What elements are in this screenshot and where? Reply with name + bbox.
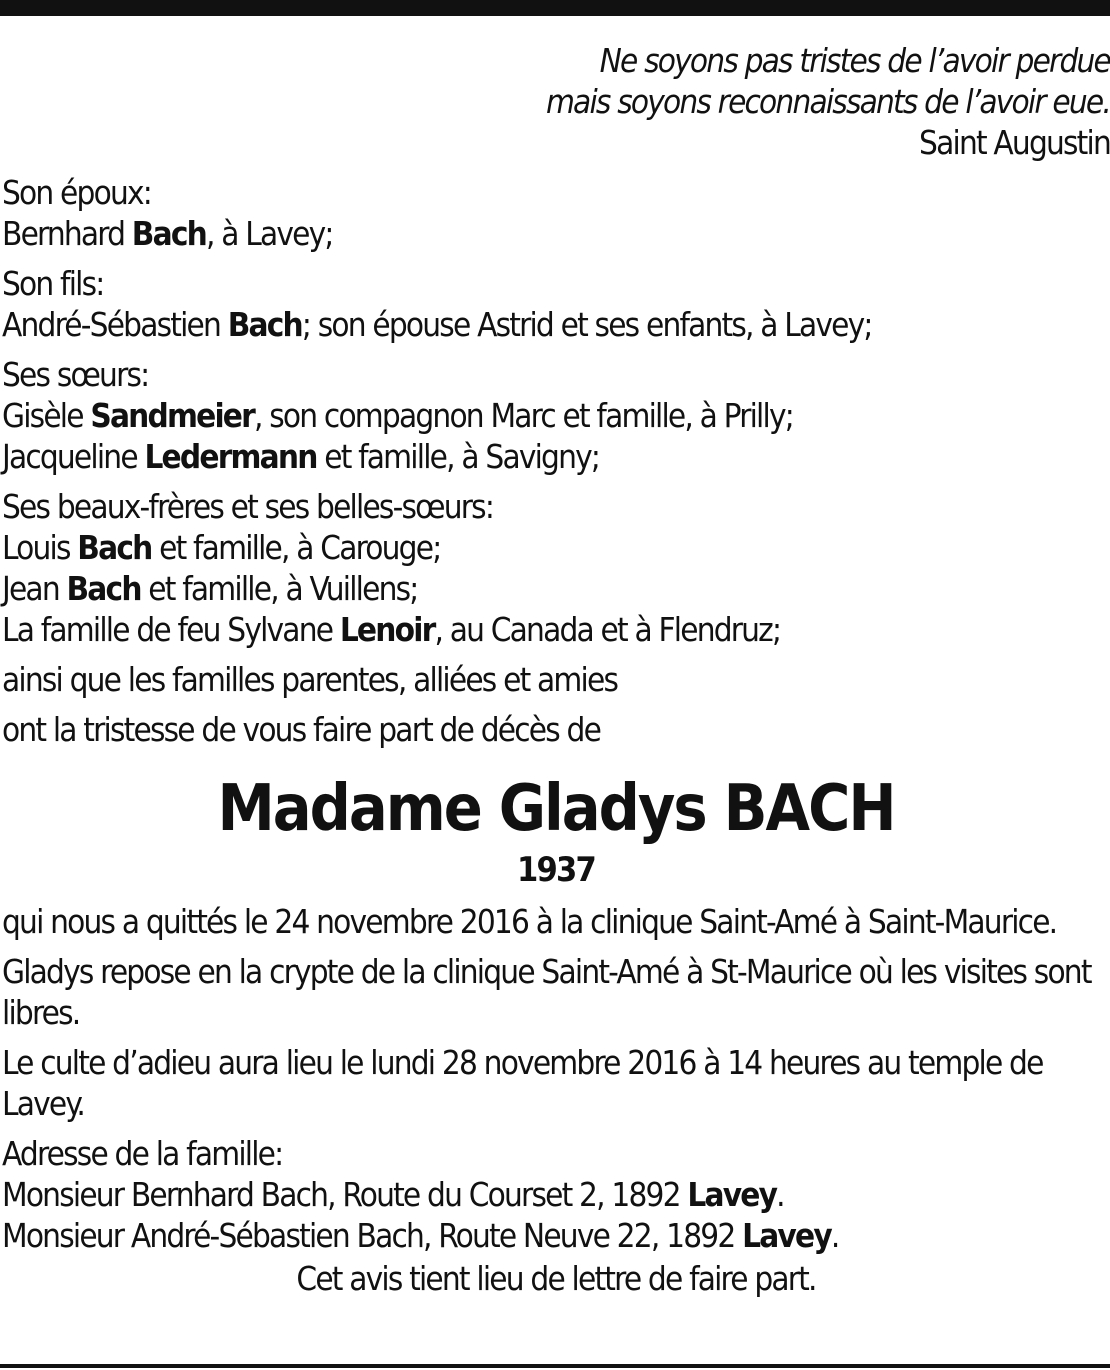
- surname: Bach: [77, 528, 152, 567]
- family-member: Bernhard Bach, à Lavey;: [2, 214, 333, 253]
- epigraph-line: Ne soyons pas tristes de l’avoir perdue: [599, 41, 1110, 80]
- surname: Lenoir: [339, 610, 435, 649]
- service-paragraph: Le culte d’adieu aura lieu le lundi 28 novembre 2016 à 14 heures au temple de Lavey.: [2, 1043, 1043, 1123]
- town: Lavey: [742, 1216, 831, 1255]
- son-section: [2, 263, 1110, 345]
- section-heading: Ses sœurs:: [2, 355, 149, 394]
- surname: Bach: [131, 214, 206, 253]
- family-member: La famille de feu Sylvane Lenoir, au Canada et à Flendruz;: [2, 610, 781, 649]
- obituary-notice: [2, 40, 1110, 1299]
- epigraph-author: Saint Augustin: [919, 123, 1110, 162]
- address-line: Monsieur Bernhard Bach, Route du Courset 2, 1892 Lavey.: [2, 1175, 784, 1214]
- family-member: Louis Bach et famille, à Carouge;: [2, 528, 441, 567]
- closing-note: Cet avis tient lieu de lettre de faire part.: [296, 1259, 816, 1298]
- section-heading: Adresse de la famille:: [2, 1134, 283, 1173]
- surname: Sandmeier: [90, 396, 254, 435]
- family-member: Jacqueline Ledermann et famille, à Savigny;: [2, 437, 600, 476]
- death-paragraph: qui nous a quittés le 24 novembre 2016 à la clinique Saint-Amé à Saint-Maurice.: [2, 902, 1057, 941]
- address-line: Monsieur André-Sébastien Bach, Route Neuve 22, 1892 Lavey.: [2, 1216, 839, 1255]
- surname: Bach: [227, 305, 302, 344]
- spouse-section: [2, 172, 1110, 254]
- section-heading: Ses beaux-frères et ses belles-sœurs:: [2, 487, 494, 526]
- surname: Bach: [66, 569, 141, 608]
- announcement-line: ont la tristesse de vous faire part de décès de: [2, 710, 601, 749]
- section-heading: Son fils:: [2, 264, 104, 303]
- relatives-line: ainsi que les familles parentes, alliées et amies: [2, 660, 618, 699]
- surname: Ledermann: [144, 437, 317, 476]
- family-member: Jean Bach et famille, à Vuillens;: [2, 569, 418, 608]
- rest-place-paragraph: Gladys repose en la crypte de la clinique Saint-Amé à St-Maurice où les visites sont libres.: [2, 952, 1091, 1032]
- in-laws-section: [2, 486, 1110, 650]
- family-member: André-Sébastien Bach; son épouse Astrid et ses enfants, à Lavey;: [2, 305, 872, 344]
- birth-year: 1937: [517, 850, 595, 890]
- top-border: [0, 0, 1110, 16]
- deceased-name: Madame Gladys BACH: [217, 772, 895, 846]
- epigraph: [2, 40, 1110, 163]
- sisters-section: [2, 354, 1110, 477]
- bottom-border: [0, 1364, 1110, 1368]
- section-heading: Son époux:: [2, 173, 151, 212]
- epigraph-line: mais soyons reconnaissants de l’avoir eue.: [545, 82, 1110, 121]
- town: Lavey: [687, 1175, 777, 1214]
- family-address: [2, 1133, 1110, 1299]
- family-member: Gisèle Sandmeier, son compagnon Marc et famille, à Prilly;: [2, 396, 793, 435]
